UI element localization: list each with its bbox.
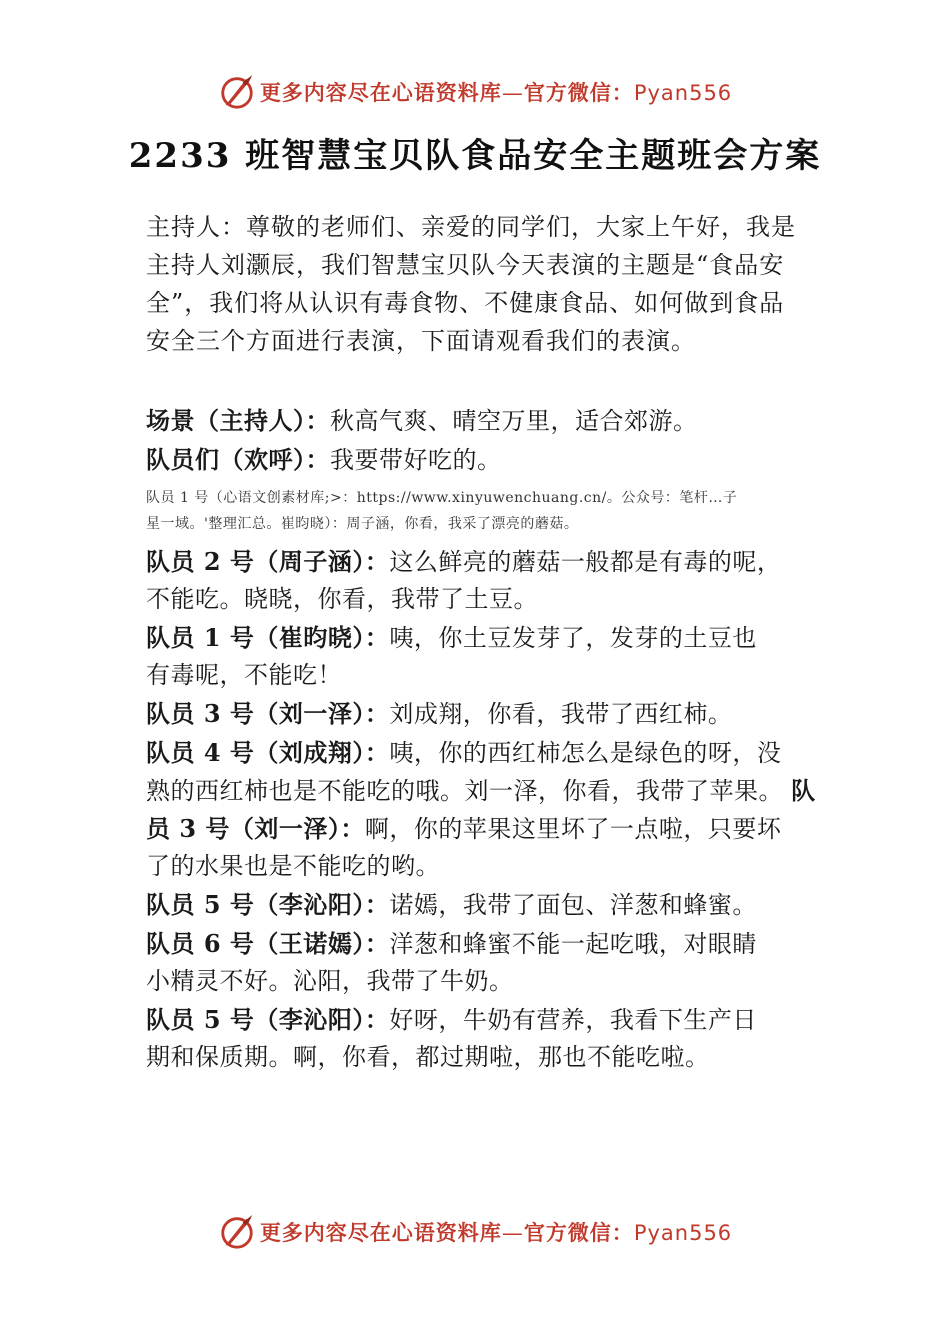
- dialogue-text: 有毒呢，不能吃！: [146, 661, 342, 689]
- dialogue-text: 刘成翔，你看，我带了西红柿。: [389, 700, 733, 728]
- footer-wechat-id: Pyan556: [633, 1221, 733, 1245]
- dialogue-line: [146, 886, 826, 924]
- header-separator: —: [501, 81, 524, 105]
- dialogue-line: [146, 695, 826, 733]
- dialogue-text: 咦，你的西红柿怎么是绿色的呀，没: [389, 739, 782, 767]
- header-wechat-id: Pyan556: [633, 81, 733, 105]
- dialogue-line: [146, 925, 826, 1000]
- dialogue-line: [146, 441, 826, 479]
- dialogue-text: 洋葱和蜂蜜不能一起吃哦，对眼睛: [389, 930, 757, 958]
- dialogue-text: 期和保质期。啊，你看，都过期啦，那也不能吃啦。: [146, 1043, 710, 1071]
- dialogue-text: 诺嫣，我带了面包、洋葱和蜂蜜。: [389, 891, 757, 919]
- quill-logo-icon: [218, 1213, 256, 1251]
- dialogue-text: 不能吃。晓晓，你看，我带了土豆。: [146, 585, 538, 613]
- document-title: 2233 班智慧宝贝队食品安全主题班会方案: [128, 136, 822, 176]
- dialogue-line: [146, 734, 826, 885]
- speaker-label-prefix: 队: [791, 776, 816, 805]
- header-wechat-label: 官方微信：: [523, 81, 634, 105]
- dialogue-line: [146, 1001, 826, 1076]
- dialogue-line: [146, 543, 826, 618]
- intro-line: 安全三个方面进行表演，下面请观看我们的表演。: [146, 327, 696, 355]
- intro-line: 主持人刘灏辰，我们智慧宝贝队今天表演的主题是“食品安: [146, 251, 785, 279]
- speaker-label: 队员 5 号（李沁阳）：: [146, 890, 390, 919]
- speaker-label: 员 3 号（刘一泽）：: [146, 814, 365, 843]
- footer-banner-text: [260, 1217, 732, 1247]
- speaker-label: 场景（主持人）：: [146, 406, 330, 435]
- small-note-line: 星一域。'整理汇总。崔昀晓）：周子涵，你看，我采了漂亮的蘑菇。: [146, 516, 579, 532]
- footer-wechat-label: 官方微信：: [523, 1221, 634, 1245]
- header-banner-text: [260, 77, 732, 107]
- header-site-name: 更多内容尽在心语资料库: [259, 81, 502, 105]
- speaker-label: 队员 1 号（崔昀晓）：: [146, 623, 390, 652]
- intro-line: 全”，我们将从认识有毒食物、不健康食品、如何做到食品: [146, 289, 785, 317]
- dialogue-section: [146, 402, 826, 1076]
- dialogue-text: 啊，你的苹果这里坏了一点啦，只要坏: [364, 815, 782, 843]
- intro-paragraph: [146, 208, 826, 360]
- dialogue-text: 小精灵不好。沁阳，我带了牛奶。: [146, 967, 514, 995]
- speaker-label: 队员 2 号（周子涵）：: [146, 547, 390, 576]
- speaker-label: 队员们（欢呼）：: [146, 445, 330, 474]
- dialogue-line: [146, 402, 826, 440]
- dialogue-text: 秋高气爽、晴空万里，适合郊游。: [330, 407, 698, 435]
- quill-logo-icon: [218, 73, 256, 111]
- dialogue-text: 我要带好吃的。: [330, 446, 502, 474]
- footer-banner: [0, 1210, 950, 1254]
- speaker-label: 队员 5 号（李沁阳）：: [146, 1005, 390, 1034]
- footer-site-name: 更多内容尽在心语资料库: [259, 1221, 502, 1245]
- speaker-label: 队员 4 号（刘成翔）：: [146, 738, 390, 767]
- speaker-label: 队员 6 号（王诺嫣）：: [146, 929, 390, 958]
- document-body: [146, 208, 826, 1077]
- header-banner: [0, 70, 950, 114]
- dialogue-text: 熟的西红柿也是不能吃的哦。刘一泽，你看，我带了苹果。: [146, 777, 783, 805]
- small-note: [146, 485, 826, 537]
- dialogue-text: 这么鲜亮的蘑菇一般都是有毒的呢，: [389, 548, 782, 576]
- dialogue-line: [146, 619, 826, 694]
- intro-line: 主持人：尊敬的老师们、亲爱的同学们，大家上午好，我是: [146, 213, 796, 241]
- speaker-label: 队员 3 号（刘一泽）：: [146, 699, 390, 728]
- small-note-line: 队员 1 号（心语文创素材库;>：https://www.xinyuwenchuang.cn/。公众号：笔杆…子: [146, 490, 738, 506]
- footer-separator: —: [501, 1221, 524, 1245]
- dialogue-text: 好呀，牛奶有营养，我看下生产日: [389, 1006, 757, 1034]
- dialogue-text: 了的水果也是不能吃的哟。: [146, 852, 440, 880]
- dialogue-text: 咦，你土豆发芽了，发芽的土豆也: [389, 624, 757, 652]
